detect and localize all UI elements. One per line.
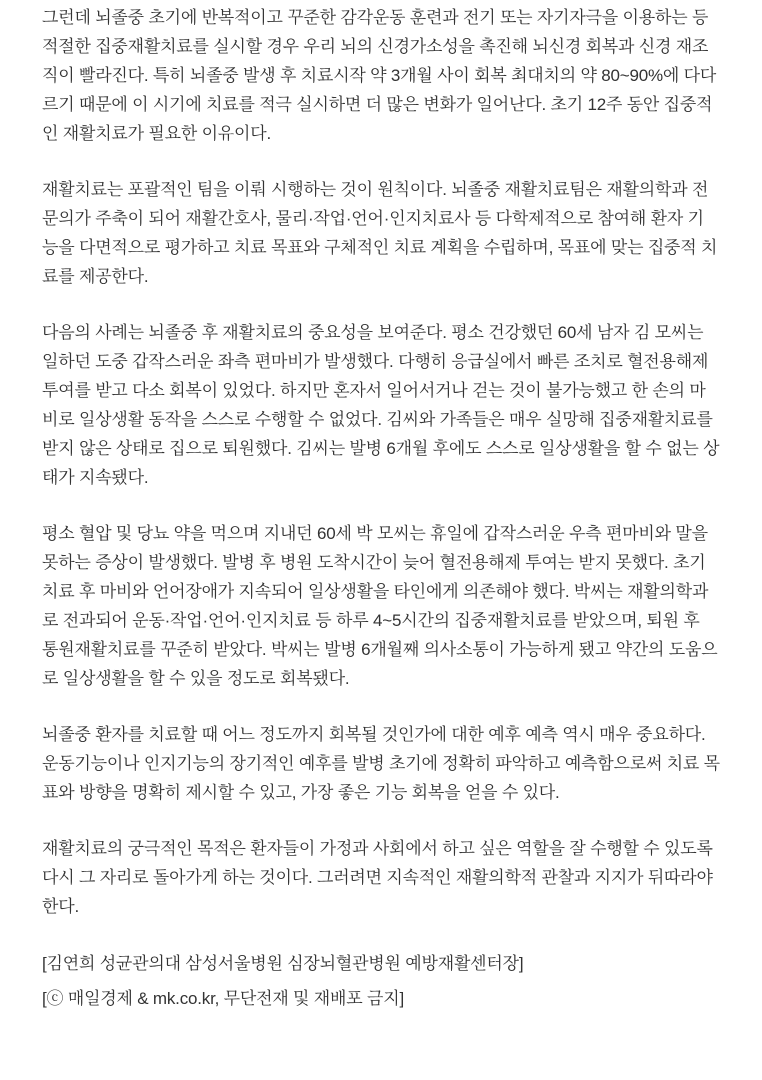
article-paragraph: 재활치료의 궁극적인 목적은 환자들이 가정과 사회에서 하고 싶은 역할을 잘 수행할 수 있도록 다시 그 자리로 돌아가게 하는 것이다. 그러려면 지속적인 재활의학적 관찰과 지지가 뒤따라야 한다.	[42, 839, 713, 916]
article-paragraph: 평소 혈압 및 당뇨 약을 먹으며 지내던 60세 박 모씨는 휴일에 갑작스러운 우측 편마비와 말을 못하는 증상이 발생했다. 발병 후 병원 도착시간이 늦어 혈전용해제 투여는 받지 못했다. 초기 치료 후 마비와 언어장애가 지속되어 일상생활을 타인에게 의존해야 했다. 박씨는 재활의학과로 전과되어 운동·작업·언어·인지치료 등 하루 4~5시간의 집중재활치료를 받았으며, 퇴원 후 통원재활치료를 꾸준히 받았다. 박씨는 발병 6개월째 의사소통이 가능하게 됐고 약간의 도움으로 일상생활을 할 수 있을 정도로 회복됐다.	[42, 524, 718, 688]
article-paragraph: 뇌졸중 환자를 치료할 때 어느 정도까지 회복될 것인가에 대한 예후 예측 역시 매우 중요하다. 운동기능이나 인지기능의 장기적인 예후를 발병 초기에 정확히 파악하고 예측함으로써 치료 목표와 방향을 명확히 제시할 수 있고, 가장 좋은 기능 회복을 얻을 수 있다.	[42, 725, 720, 802]
copyright-notice: [ⓒ 매일경제 & mk.co.kr, 무단전재 및 재배포 금지]	[42, 989, 404, 1008]
byline: [김연희 성균관의대 삼성서울병원 심장뇌혈관병원 예방재활센터장]	[42, 954, 524, 973]
article-paragraph: 재활치료는 포괄적인 팀을 이뤄 시행하는 것이 원칙이다. 뇌졸중 재활치료팀은 재활의학과 전문의가 주축이 되어 재활간호사, 물리·작업·언어·인지치료사 등 다학제적으로 참여해 환자 기능을 다면적으로 평가하고 치료 목표와 구체적인 치료 계획을 수립하며, 목표에 맞는 집중적 치료를 제공한다.	[42, 180, 718, 286]
article-paragraph: 다음의 사례는 뇌졸중 후 재활치료의 중요성을 보여준다. 평소 건강했던 60세 남자 김 모씨는 일하던 도중 갑작스러운 좌측 편마비가 발생했다. 다행히 응급실에서 빠른 조치로 혈전용해제 투여를 받고 다소 회복이 있었다. 하지만 혼자서 일어서거나 걷는 것이 불가능했고 한 손의 마비로 일상생활 동작을 스스로 수행할 수 없었다. 김씨와 가족들은 매우 실망해 집중재활치료를 받지 않은 상태로 집으로 퇴원했다. 김씨는 발병 6개월 후에도 스스로 일상생활을 할 수 없는 상태가 지속됐다.	[42, 323, 720, 487]
article-paragraph: 그런데 뇌졸중 초기에 반복적이고 꾸준한 감각운동 훈련과 전기 또는 자기자극을 이용하는 등 적절한 집중재활치료를 실시할 경우 우리 뇌의 신경가소성을 촉진해 뇌신경 회복과 신경 재조직이 빨라진다. 특히 뇌졸중 발생 후 치료시작 약 3개월 사이 회복 최대치의 약 80~90%에 다다르기 때문에 이 시기에 치료를 적극 실시하면 더 많은 변화가 일어난다. 초기 12주 동안 집중적인 재활치료가 필요한 이유이다.	[42, 8, 717, 143]
article-credits	[42, 948, 720, 1015]
